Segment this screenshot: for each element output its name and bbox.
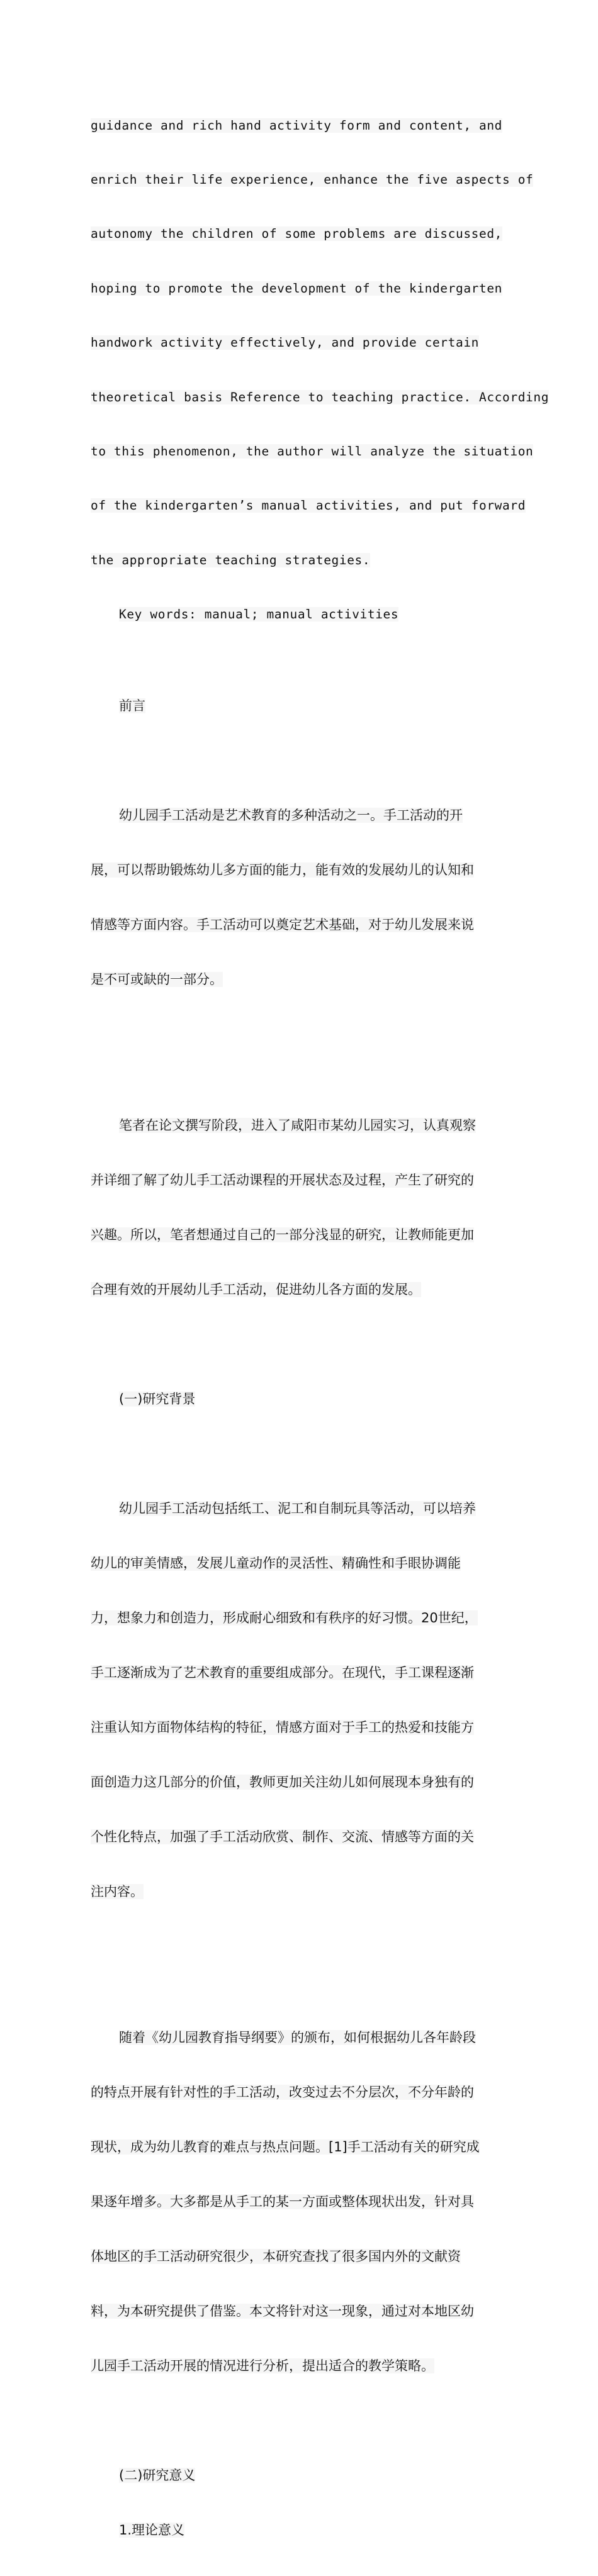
section-heading: (二)研究意义 [119,2467,196,2483]
paragraph-line: 兴趣。所以，笔者想通过自己的一部分浅显的研究，让教师能更加 [91,1227,474,1242]
body-text [91,661,512,2576]
paragraph [91,1463,512,1938]
paragraph-line: 个性化特点，加强了手工活动欣赏、制作、交流、情感等方面的关 [91,1829,474,1844]
paragraph-line: 幼儿的审美情感，发展儿童动作的灵活性、精确性和手眼协调能 [91,1555,461,1571]
paragraph-line: 力，想象力和创造力，形成耐心细致和有秩序的好习惯。20世纪， [91,1610,478,1625]
abstract-line: to this phenomenon, the author will analyze the situation [91,443,534,459]
paragraph-line: 的特点开展有针对性的手工活动，改变过去不分层次，不分年龄的 [91,2084,474,2100]
paragraph-line: 注重认知方面物体结构的特征，情感方面对于手工的热爱和技能方 [91,1719,474,1735]
paragraph-line: 注内容。 [91,1883,144,1899]
abstract-line: hoping to promote the development of the kindergarten [91,281,503,296]
paragraph-line: 面创造力这几部分的价值，教师更加关注幼儿如何展现本身独有的 [91,1774,474,1790]
paragraph-line: 随着《幼儿园教育指导纲要》的颁布，如何根据幼儿各年龄段 [119,2029,476,2045]
paragraph-line: 幼儿园手工活动包括纸工、泥工和自制玩具等活动，可以培养 [119,1500,476,1516]
paragraph-line: 是不可或缺的一部分。 [91,971,223,987]
section-heading: (一)研究背景 [119,1391,196,1407]
paragraph [91,1992,512,2412]
paragraph-line: 体地区的手工活动研究很少，本研究查找了很多国内外的文献资 [91,2248,461,2264]
abstract-line: guidance and rich hand activity form and content, and [91,118,503,133]
paragraph-line: 展，可以帮助锻炼幼儿多方面的能力，能有效的发展幼儿的认知和 [91,862,474,878]
keywords: Key words: manual; manual activities [119,607,399,622]
abstract-line: autonomy the children of some problems are discussed, [91,226,503,242]
abstract-line: enrich their life experience, enhance the five aspects of [91,172,534,187]
abstract-text [91,81,550,661]
paragraph-line: 合理有效的开展幼儿手工活动，促进幼儿各方面的发展。 [91,1281,421,1297]
paragraph-line: 儿园手工活动开展的情况进行分析，提出适合的教学策略。 [91,2358,434,2373]
abstract-line: handwork activity effectively, and provide certain [91,335,479,350]
paragraph-line: 手工逐渐成为了艺术教育的重要组成部分。在现代，手工课程逐渐 [91,1664,474,1680]
paragraph-line: 料，为本研究提供了借鉴。本文将针对这一现象，通过对本地区幼 [91,2303,474,2319]
paragraph-line: 并详细了解了幼儿手工活动课程的开展状态及过程，产生了研究的 [91,1172,474,1188]
paragraph-line: 情感等方面内容。手工活动可以奠定艺术基础，对于幼儿发展来说 [91,917,474,932]
subsection-heading: 1.理论意义 [119,2522,185,2538]
paragraph-line: 果逐年增多。大多都是从手工的某一方面或整体现状出发，针对具 [91,2194,474,2209]
abstract-line: theoretical basis Reference to teaching practice. According [91,389,550,404]
paragraph-line: 笔者在论文撰写阶段，进入了咸阳市某幼儿园实习，认真观察 [119,1117,476,1133]
abstract-line: of the kindergarten’s manual activities, and put forward [91,498,526,513]
document-page [91,81,550,2576]
paragraph-line: 现状，成为幼儿教育的难点与热点问题。[1]手工活动有关的研究成 [91,2139,480,2155]
preface-heading: 前言 [119,698,145,713]
abstract-line: the appropriate teaching strategies. [91,552,371,567]
paragraph [91,770,512,1025]
paragraph [91,1080,512,1335]
paragraph-line: 幼儿园手工活动是艺术教育的多种活动之一。手工活动的开 [119,807,463,823]
